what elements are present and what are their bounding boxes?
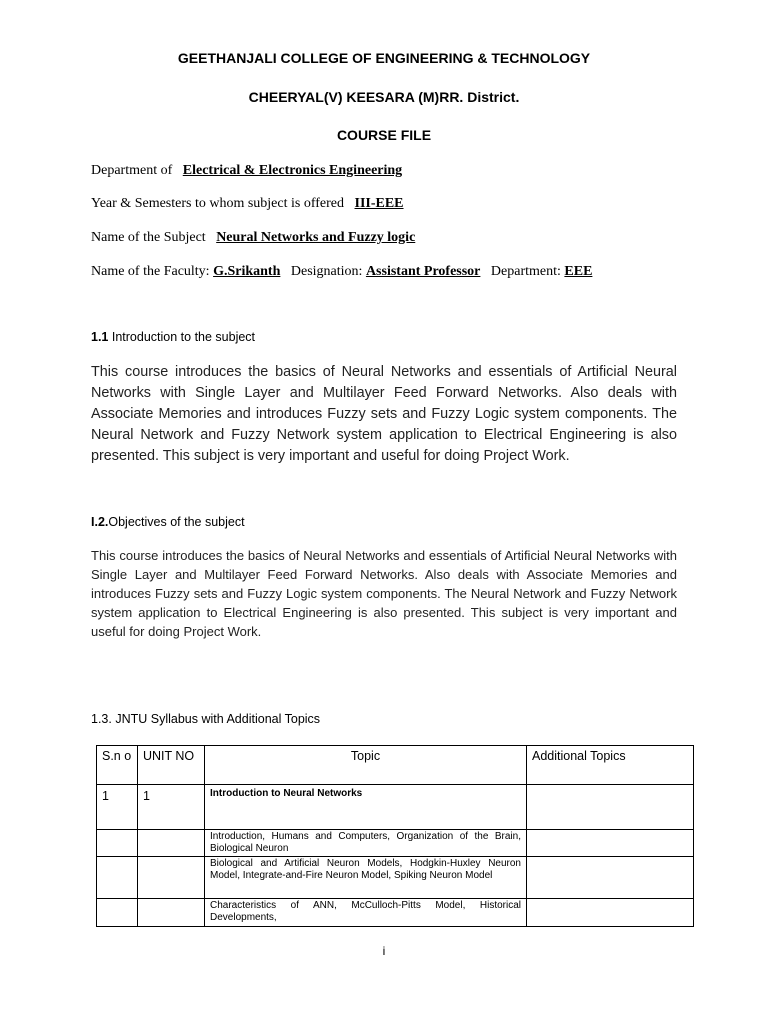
table-row bbox=[97, 857, 694, 899]
table-row bbox=[97, 785, 694, 830]
designation-label: Designation: bbox=[290, 264, 363, 279]
designation-value: Assistant Professor bbox=[365, 264, 481, 279]
cell-topic: Biological and Artificial Neuron Models, Hodgkin-Huxley Neuron Model, Integrate-and-Fire Neuron Model, Spiking Neuron Model bbox=[205, 857, 527, 899]
document-title: COURSE FILE bbox=[336, 127, 432, 143]
header-additional-topics: Additional Topics bbox=[527, 746, 694, 785]
section-1-number: 1.1 bbox=[91, 330, 109, 344]
year-value: III-EEE bbox=[354, 196, 404, 211]
table-header-row bbox=[97, 746, 694, 785]
subject-line bbox=[91, 230, 415, 246]
table-row bbox=[97, 830, 694, 857]
department-value: Electrical & Electronics Engineering bbox=[182, 163, 403, 178]
faculty-label: Name of the Faculty: bbox=[91, 264, 210, 279]
cell-sno bbox=[97, 899, 138, 927]
section-1-body: This course introduces the basics of Neural Networks and essentials of Artificial Neural Networks with Single Layer and Multilayer Feed Forward Networks. Also deals with Associate Memories and introduces Fuzzy sets and Fuzzy Logic system components. The Neural Network and Fuzzy Network system application to Electrical Engineering is also presented. This subject is very important and useful for doing Project Work. bbox=[91, 364, 677, 464]
cell-unit bbox=[138, 899, 205, 927]
section-1-title: Introduction to the subject bbox=[111, 330, 256, 344]
section-2-heading bbox=[91, 515, 245, 529]
department-label: Department of bbox=[91, 163, 173, 178]
section-3-heading: 1.3. JNTU Syllabus with Additional Topics bbox=[91, 712, 321, 726]
cell-topic: Characteristics of ANN, McCulloch-Pitts Model, Historical Developments, bbox=[205, 899, 527, 927]
cell-sno bbox=[97, 857, 138, 899]
section-2-body: This course introduces the basics of Neural Networks and essentials of Artificial Neural Networks with Single Layer and Multilayer Feed Forward Networks. Also deals with Associate Memories and introduces Fuzzy sets and Fuzzy Logic system components. The Neural Network and Fuzzy Network system application to Electrical Engineering is also presented. This subject is very important and useful for doing Project Work. bbox=[91, 548, 677, 639]
cell-unit bbox=[138, 830, 205, 857]
subject-value: Neural Networks and Fuzzy logic bbox=[216, 230, 416, 245]
header-topic: Topic bbox=[205, 746, 527, 785]
page-number: i bbox=[382, 944, 386, 958]
year-label: Year & Semesters to whom subject is offered bbox=[91, 196, 344, 211]
syllabus-table bbox=[96, 745, 694, 927]
cell-unit: 1 bbox=[138, 785, 205, 830]
table-row bbox=[97, 899, 694, 927]
subject-label: Name of the Subject bbox=[91, 230, 206, 245]
section-2-title: Objectives of the subject bbox=[108, 515, 245, 529]
dept-label: Department: bbox=[490, 264, 561, 279]
faculty-value: G.Srikanth bbox=[213, 264, 281, 279]
year-line bbox=[91, 196, 404, 212]
cell-sno bbox=[97, 830, 138, 857]
cell-additional bbox=[527, 830, 694, 857]
college-address: CHEERYAL(V) KEESARA (M)RR. District. bbox=[248, 89, 520, 105]
cell-topic: Introduction to Neural Networks bbox=[205, 785, 527, 830]
department-line bbox=[91, 163, 402, 179]
header-sno: S.n o bbox=[97, 746, 138, 785]
section-1-heading bbox=[91, 330, 255, 344]
cell-unit bbox=[138, 857, 205, 899]
section-2-number: I.2. bbox=[91, 515, 109, 529]
faculty-line bbox=[91, 264, 592, 280]
header-unit-no: UNIT NO bbox=[138, 746, 205, 785]
college-name: GEETHANJALI COLLEGE OF ENGINEERING & TECHNOLOGY bbox=[177, 50, 591, 66]
cell-additional bbox=[527, 899, 694, 927]
dept-value: EEE bbox=[564, 264, 593, 279]
cell-topic: Introduction, Humans and Computers, Organization of the Brain, Biological Neuron bbox=[205, 830, 527, 857]
cell-sno: 1 bbox=[97, 785, 138, 830]
cell-additional bbox=[527, 785, 694, 830]
cell-additional bbox=[527, 857, 694, 899]
